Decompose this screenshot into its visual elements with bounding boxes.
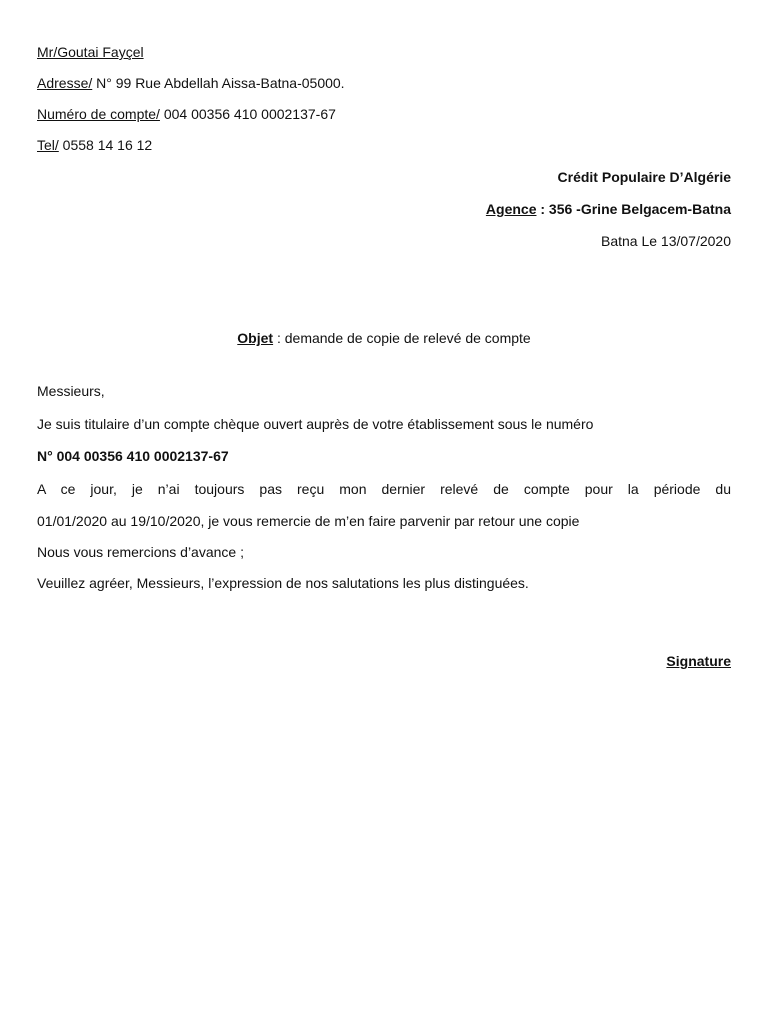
paragraph-thanks: Nous vous remercions d’avance ; [37, 544, 244, 560]
sender-name: Mr/Goutai Fayçel [37, 44, 144, 60]
agency-value: : 356 -Grine Belgacem-Batna [536, 201, 731, 217]
paragraph-request-line2: 01/01/2020 au 19/10/2020, je vous remercie de m’en faire parvenir par retour une copie [37, 513, 580, 529]
paragraph-closing: Veuillez agréer, Messieurs, l’expression de nos salutations les plus distinguées. [37, 575, 529, 591]
subject-label: Objet [237, 330, 274, 346]
account-label: Numéro de compte/ [37, 106, 160, 122]
salutation: Messieurs, [37, 383, 105, 399]
agency-label: Agence [485, 201, 537, 217]
subject-line [0, 329, 768, 347]
tel-value: 0558 14 16 12 [58, 137, 153, 153]
sender-address [37, 74, 345, 92]
tel-label: Tel/ [37, 137, 59, 153]
paragraph-account: Je suis titulaire d’un compte chèque ouvert auprès de votre établissement sous le numéro [37, 416, 594, 432]
account-number: N° 004 00356 410 0002137-67 [37, 448, 229, 464]
subject-text: : demande de copie de relevé de compte [273, 330, 531, 346]
address-label: Adresse/ [37, 75, 93, 91]
sender-account [37, 105, 336, 123]
recipient-bank: Crédit Populaire D’Algérie [557, 169, 731, 185]
recipient-agency [486, 200, 731, 218]
address-value: N° 99 Rue Abdellah Aissa-Batna-05000. [92, 75, 345, 91]
sender-tel [37, 136, 152, 154]
paragraph-request-line1: A ce jour, je n’ai toujours pas reçu mon dernier relevé de compte pour la période du [37, 481, 731, 497]
letter-date: Batna Le 13/07/2020 [600, 233, 731, 249]
account-value: 004 00356 410 0002137-67 [159, 106, 336, 122]
signature-label: Signature [666, 653, 731, 669]
